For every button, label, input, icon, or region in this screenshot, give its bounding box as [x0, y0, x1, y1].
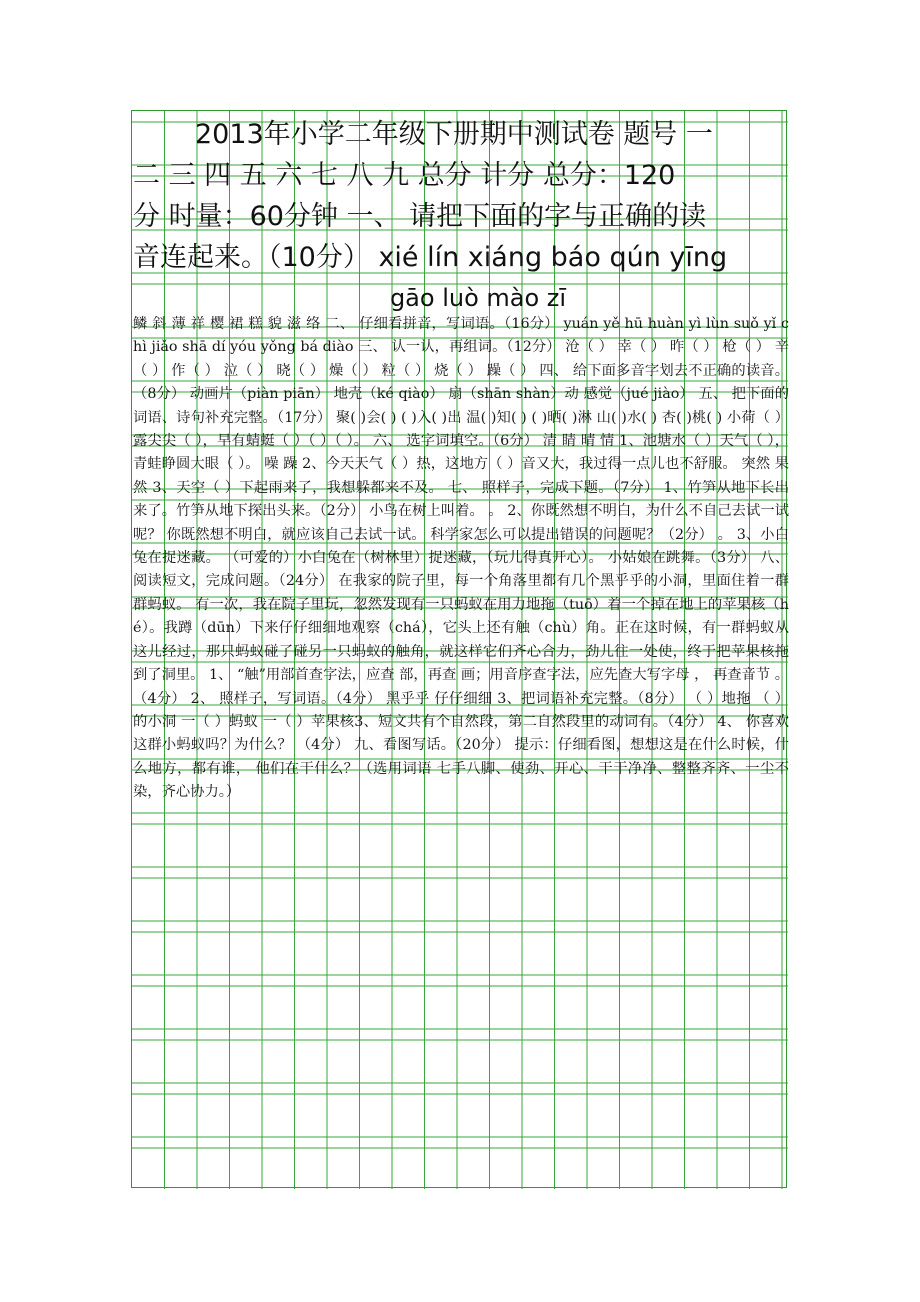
exam-body	[133, 313, 789, 805]
pinyin-line: gāo luò mào zī	[389, 284, 567, 312]
exam-title-block	[133, 114, 823, 319]
exam-questions-text: 鳞 斜 薄 祥 樱 裙 糕 貌 滋 络 二、 仔细看拼音，写词语。（16分） yuán yě hū huàn yì lùn suǒ yǐ chì jiǎo shā dí yóu yǒng bá diào 三、 认一认，再组词。（12分） 沧（ ） 幸（ ） 昨（ ） 枪（ ） 辛（ ） 作（ ） 泣（ ） 晓（ ） 燥（ ） 粒（ ） 烧（ ） 躁（ ） 四、 给下面多音字划去不正确的读音。（8分） 动画片（piàn piān） 地壳（ké qiào） 扇（shān shàn）动 感觉（jué jiào） 五、 把下面的词语、诗句补充完整。（17分） 聚( )会( ) ( )入( )出 温( )知( ) ( )晒( )淋 山( )水( ) 杏( )桃( ) 小荷（ ）露尖尖（ ），早有蜻蜓（ ）（ ）（ ）。 六、 选字词填空。（6分） 清 睛 晴 情 1、池塘水（ ）天气（ ），青蛙睁圆大眼（ ）。 噪 躁 2、今天天气（ ）热，这地方（ ）音又大，我过得一点儿也不舒服。 突然 果然 3、天空（ ）下起雨来了，我想躲都来不及。 七、 照样子，完成下题。（7分） 1、竹笋从地下长出来了。竹笋从地下探出头来。（2分） 小鸟在树上叫着。 。 2、你既然想不明白，为什么不自己去试一试呢？ 你既然想不明白，就应该自己去试一试。 科学家怎么可以提出错误的问题呢？（2分） 。 3、小白兔在捉迷藏。 （可爱的）小白兔在（树林里）捉迷藏，（玩儿得真开心）。 小姑娘在跳舞。（3分） 八、阅读短文，完成问题。（24分） 在我家的院子里，每一个角落里都有几个黑乎乎的小洞，里面住着一群群蚂蚁。 有一次，我在院子里玩，忽然发现有一只蚂蚁在用力地拖（tuō）着一个掉在地上的苹果核（hé）。我蹲（dūn）下来仔仔细细地观察（chá），它头上还有触（chù）角。正在这时候，有一群蚂蚁从这儿经过，那只蚂蚁碰了碰另一只蚂蚁的触角，就这样它们齐心合力，劲儿往一处使，终于把苹果核拖到了洞里。 1、 “触”用部首查字法，应查 部，再查 画；用音序查字法，应先查大写字母 ， 再查音节 。（4分） 2、 照样子，写词语。（4分） 黑乎乎 仔仔细细 3、把词语补充完整。（8分） （ ）地拖 （ ）的小洞 一（ ）蚂蚁 一（ ）苹果核3、短文共有个自然段，第二自然段里的动词有。（4分） 4、 你喜欢这群小蚂蚁吗？为什么？ （4分） 九、看图写话。（20分） 提示：仔细看图，想想这是在什么时候，什么地方，都有谁， 他们在干什么？（选用词语 七手八脚、使劲、开心、干干净净、整整齐齐、一尘不染，齐心协力。）	[133, 316, 789, 801]
title-line-3: 分 时量：60分钟 一、 请把下面的字与正确的读	[133, 201, 707, 232]
title-line-4: 音连起来。（10分） xié lín xiáng báo qún yīng	[133, 242, 728, 273]
title-line-2: 二 三 四 五 六 七 八 九 总分 计分 总分：120	[133, 160, 676, 191]
title-line-1: 2013年小学二年级下册期中测试卷 题号 一	[195, 119, 713, 150]
